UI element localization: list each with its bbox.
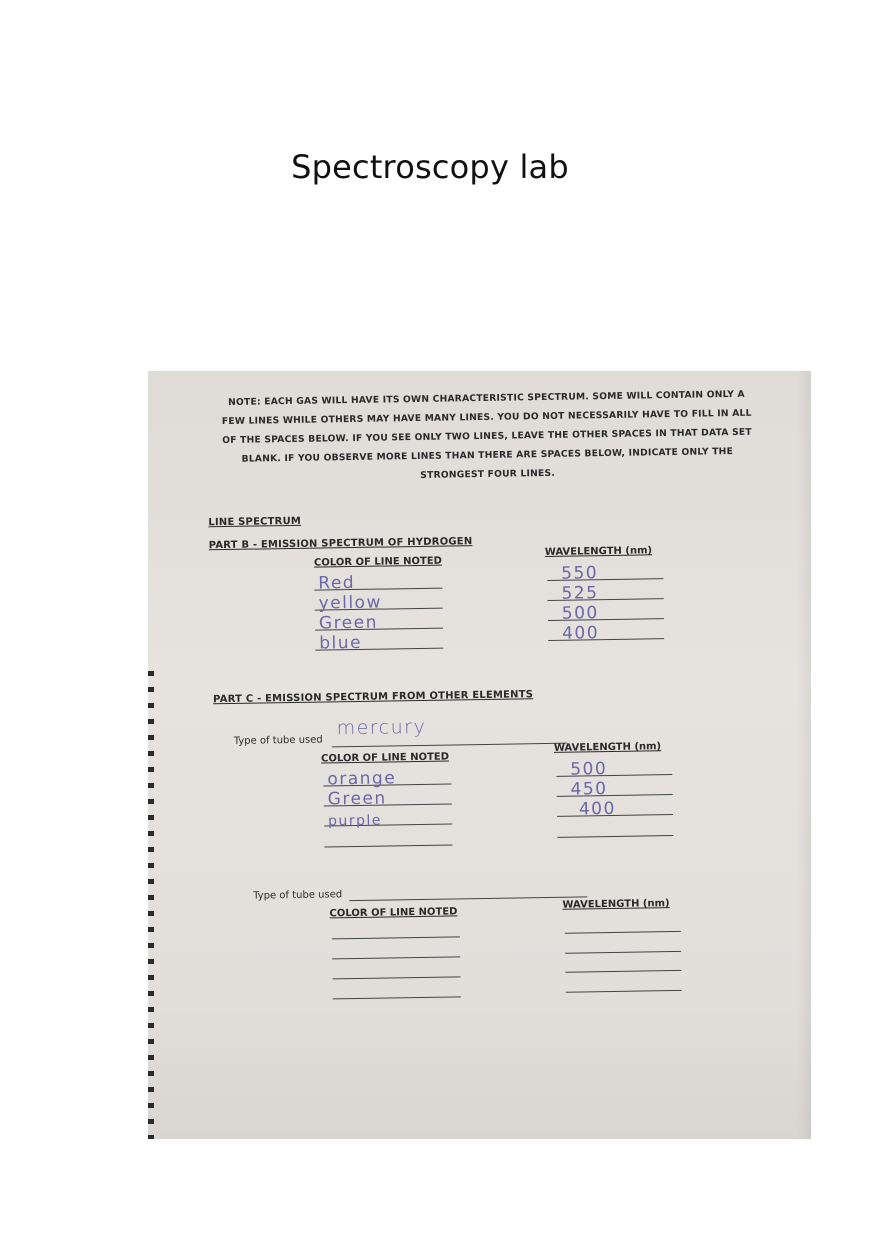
handwritten-value: 500 [570, 759, 608, 780]
set2-color-entry[interactable] [333, 976, 461, 999]
handwritten-value: yellow [318, 592, 383, 614]
set1-wavelength-header: WAVELENGTH (nm) [553, 741, 662, 754]
part-b-wavelength-header: WAVELENGTH (nm) [544, 545, 653, 558]
part-c-heading: PART C - EMISSION SPECTRUM FROM OTHER ELEMENTS [213, 689, 534, 706]
handwritten-value: 525 [561, 583, 599, 604]
set1-wavelength-entry[interactable] [557, 794, 673, 820]
tube-label: Type of tube used [233, 734, 323, 747]
handwritten-value: Green [327, 788, 387, 810]
handwritten-value: 550 [561, 563, 599, 584]
part-b-wavelength-entry[interactable] [548, 618, 664, 644]
worksheet-sheet [148, 371, 811, 1139]
handwritten-value: purple [327, 812, 383, 830]
instructions-note [206, 384, 767, 488]
set2-color-header: COLOR OF LINE NOTED [329, 906, 458, 920]
worksheet-photo [148, 371, 811, 1139]
part-b-heading: PART B - EMISSION SPECTRUM OF HYDROGEN [208, 536, 473, 552]
handwritten-value: 400 [578, 798, 617, 820]
handwritten-value: Red [318, 572, 356, 594]
note-line: FEW LINES WHILE OTHERS MAY HAVE MANY LINES. YOU DO NOT NECESSARILY HAVE TO FILL IN ALL [221, 407, 752, 428]
line-spectrum-heading: LINE SPECTRUM [208, 515, 302, 529]
handwritten-value: 500 [561, 603, 599, 624]
set1-wavelength-entry[interactable] [557, 815, 673, 838]
tube-input-2[interactable] [349, 896, 587, 901]
set2-wavelength-entry[interactable] [565, 970, 681, 993]
note-line: STRONGEST FOUR LINES. [420, 467, 556, 481]
tube-label-2: Type of tube used [253, 889, 343, 902]
part-b-color-entry[interactable] [315, 628, 443, 654]
handwritten-value: orange [327, 768, 397, 790]
handwritten-value: Green [318, 612, 379, 634]
handwritten-value: blue [319, 632, 363, 654]
tube-input[interactable] [332, 743, 567, 748]
page-title: Spectroscopy lab [291, 148, 569, 186]
note-line: BLANK. IF YOU OBSERVE MORE LINES THAN THERE ARE SPACES BELOW, INDICATE ONLY THE [241, 446, 734, 465]
set1-color-header: COLOR OF LINE NOTED [320, 751, 450, 765]
set1-color-entry[interactable] [324, 824, 452, 847]
handwritten-value: 450 [570, 779, 608, 800]
note-line: NOTE: EACH GAS WILL HAVE ITS OWN CHARACTERISTIC SPECTRUM. SOME WILL CONTAIN ONLY A [228, 388, 745, 408]
handwritten-value: 400 [561, 623, 600, 644]
note-line: OF THE SPACES BELOW. IF YOU SEE ONLY TWO LINES, LEAVE THE OTHER SPACES IN THAT DATA SET [222, 426, 752, 447]
tube-value: mercury [336, 715, 427, 740]
part-b-color-header: COLOR OF LINE NOTED [313, 555, 443, 569]
set1-color-entry[interactable] [324, 803, 452, 830]
set2-wavelength-header: WAVELENGTH (nm) [562, 898, 670, 911]
